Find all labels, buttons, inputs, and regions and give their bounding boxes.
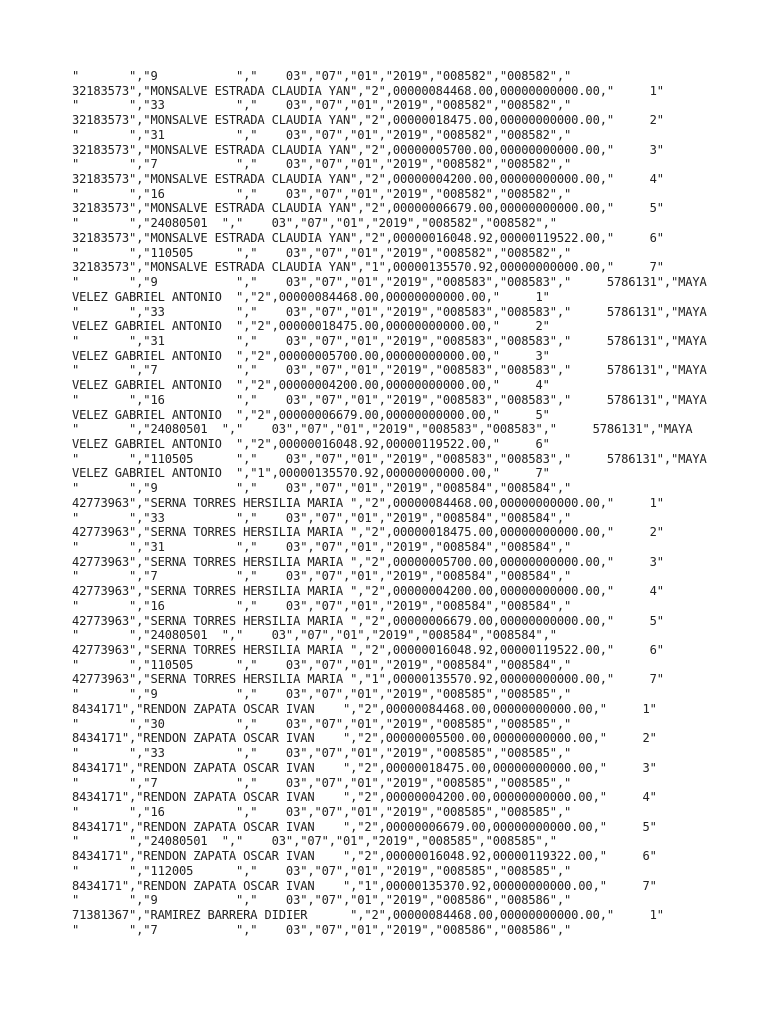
text-line: " ","9 "," 03","07","01","2019","008585","008585"," — [72, 687, 572, 702]
text-line: " ","31 "," 03","07","01","2019","008582","008582"," — [72, 127, 572, 142]
text-line: VELEZ GABRIEL ANTONIO ","2",00000016048.92,00000119522.00," 6" — [72, 436, 550, 451]
text-line: " ","33 "," 03","07","01","2019","008583","008583"," 5786131","MAYA — [72, 304, 707, 319]
text-line: " ","16 "," 03","07","01","2019","008583","008583"," 5786131","MAYA — [72, 392, 707, 407]
text-line: 32183573","MONSALVE ESTRADA CLAUDIA YAN","1",00000135570.92,00000000000.00," 7" — [72, 260, 664, 275]
text-line: " ","7 "," 03","07","01","2019","008583","008583"," 5786131","MAYA — [72, 363, 707, 378]
text-line: " ","9 "," 03","07","01","2019","008586","008586"," — [72, 893, 572, 908]
text-line: " ","9 "," 03","07","01","2019","008582","008582"," — [72, 69, 572, 83]
text-line: 32183573","MONSALVE ESTRADA CLAUDIA YAN","2",00000084468.00,00000000000.00," 1" — [72, 83, 664, 98]
document-text-page — [72, 69, 762, 937]
text-line: VELEZ GABRIEL ANTONIO ","2",00000005700.00,00000000000.00," 3" — [72, 348, 550, 363]
text-line: " ","31 "," 03","07","01","2019","008583","008583"," 5786131","MAYA — [72, 333, 707, 348]
text-line: " ","24080501 "," 03","07","01","2019","008584","008584"," — [72, 628, 557, 643]
text-line: " ","24080501 "," 03","07","01","2019","008582","008582"," — [72, 216, 557, 231]
text-line: " ","110505 "," 03","07","01","2019","008583","008583"," 5786131","MAYA — [72, 451, 707, 466]
text-line: 42773963","SERNA TORRES HERSILIA MARIA ","2",00000005700.00,00000000000.00," 3" — [72, 554, 664, 569]
text-line: 8434171","RENDON ZAPATA OSCAR IVAN ","2",00000016048.92,00000119322.00," 6" — [72, 849, 657, 864]
text-line: VELEZ GABRIEL ANTONIO ","2",00000006679.00,00000000000.00," 5" — [72, 407, 550, 422]
text-line: 32183573","MONSALVE ESTRADA CLAUDIA YAN","2",00000016048.92,00000119522.00," 6" — [72, 230, 664, 245]
text-line: 42773963","SERNA TORRES HERSILIA MARIA ","1",00000135570.92,00000000000.00," 7" — [72, 672, 664, 687]
text-line: VELEZ GABRIEL ANTONIO ","2",00000084468.00,00000000000.00," 1" — [72, 289, 550, 304]
text-line: " ","33 "," 03","07","01","2019","008584","008584"," — [72, 510, 572, 525]
text-line: " ","9 "," 03","07","01","2019","008583","008583"," 5786131","MAYA — [72, 275, 707, 290]
text-line: " ","7 "," 03","07","01","2019","008582","008582"," — [72, 157, 572, 172]
text-line: VELEZ GABRIEL ANTONIO ","2",00000018475.00,00000000000.00," 2" — [72, 319, 550, 334]
text-line: " ","7 "," 03","07","01","2019","008585","008585"," — [72, 775, 572, 790]
text-line: " ","31 "," 03","07","01","2019","008584","008584"," — [72, 540, 572, 554]
text-line: " ","110505 "," 03","07","01","2019","008584","008584"," — [72, 657, 572, 672]
text-line: 32183573","MONSALVE ESTRADA CLAUDIA YAN","2",00000006679.00,00000000000.00," 5" — [72, 201, 664, 216]
text-line: 42773963","SERNA TORRES HERSILIA MARIA ","2",00000084468.00,00000000000.00," 1" — [72, 495, 664, 510]
text-line: VELEZ GABRIEL ANTONIO ","1",00000135570.92,00000000000.00," 7" — [72, 466, 550, 481]
text-line: 42773963","SERNA TORRES HERSILIA MARIA ","2",00000016048.92,00000119522.00," 6" — [72, 643, 664, 658]
text-line: 32183573","MONSALVE ESTRADA CLAUDIA YAN","2",00000018475.00,00000000000.00," 2" — [72, 113, 664, 128]
text-line: " ","9 "," 03","07","01","2019","008584","008584"," — [72, 481, 572, 496]
text-line: " ","7 "," 03","07","01","2019","008586","008586"," — [72, 922, 572, 937]
text-line: " ","16 "," 03","07","01","2019","008584","008584"," — [72, 598, 572, 613]
text-line: 42773963","SERNA TORRES HERSILIA MARIA ","2",00000004200.00,00000000000.00," 4" — [72, 584, 664, 599]
text-line: 42773963","SERNA TORRES HERSILIA MARIA ","2",00000006679.00,00000000000.00," 5" — [72, 613, 664, 628]
text-line: " ","16 "," 03","07","01","2019","008585","008585"," — [72, 804, 572, 819]
text-line: " ","16 "," 03","07","01","2019","008582","008582"," — [72, 186, 572, 201]
text-line: 8434171","RENDON ZAPATA OSCAR IVAN ","2",00000004200.00,00000000000.00," 4" — [72, 790, 657, 805]
text-line: 8434171","RENDON ZAPATA OSCAR IVAN ","2",00000084468.00,00000000000.00," 1" — [72, 701, 657, 716]
text-line: " ","24080501 "," 03","07","01","2019","008583","008583"," 5786131","MAYA — [72, 422, 693, 437]
text-line: " ","24080501 "," 03","07","01","2019","008585","008585"," — [72, 834, 557, 849]
text-line: " ","33 "," 03","07","01","2019","008585","008585"," — [72, 746, 572, 761]
text-line: 42773963","SERNA TORRES HERSILIA MARIA ","2",00000018475.00,00000000000.00," 2" — [72, 525, 664, 540]
text-line: 71381367","RAMIREZ BARRERA DIDIER ","2",00000084468.00,00000000000.00," 1" — [72, 907, 664, 922]
text-line: " ","7 "," 03","07","01","2019","008584","008584"," — [72, 569, 572, 584]
text-line: " ","33 "," 03","07","01","2019","008582","008582"," — [72, 98, 572, 113]
text-line: 8434171","RENDON ZAPATA OSCAR IVAN ","2",00000018475.00,00000000000.00," 3" — [72, 760, 657, 775]
text-line: 32183573","MONSALVE ESTRADA CLAUDIA YAN","2",00000004200.00,00000000000.00," 4" — [72, 172, 664, 187]
text-line: " ","110505 "," 03","07","01","2019","008582","008582"," — [72, 245, 572, 260]
text-line: " ","112005 "," 03","07","01","2019","008585","008585"," — [72, 863, 572, 878]
text-line: VELEZ GABRIEL ANTONIO ","2",00000004200.00,00000000000.00," 4" — [72, 378, 550, 393]
text-line: 8434171","RENDON ZAPATA OSCAR IVAN ","2",00000005500.00,00000000000.00," 2" — [72, 731, 657, 746]
text-line: " ","30 "," 03","07","01","2019","008585","008585"," — [72, 716, 572, 731]
text-line: 8434171","RENDON ZAPATA OSCAR IVAN ","1",00000135370.92,00000000000.00," 7" — [72, 878, 657, 893]
text-line: 8434171","RENDON ZAPATA OSCAR IVAN ","2",00000006679.00,00000000000.00," 5" — [72, 819, 657, 834]
text-line: 32183573","MONSALVE ESTRADA CLAUDIA YAN","2",00000005700.00,00000000000.00," 3" — [72, 142, 664, 157]
